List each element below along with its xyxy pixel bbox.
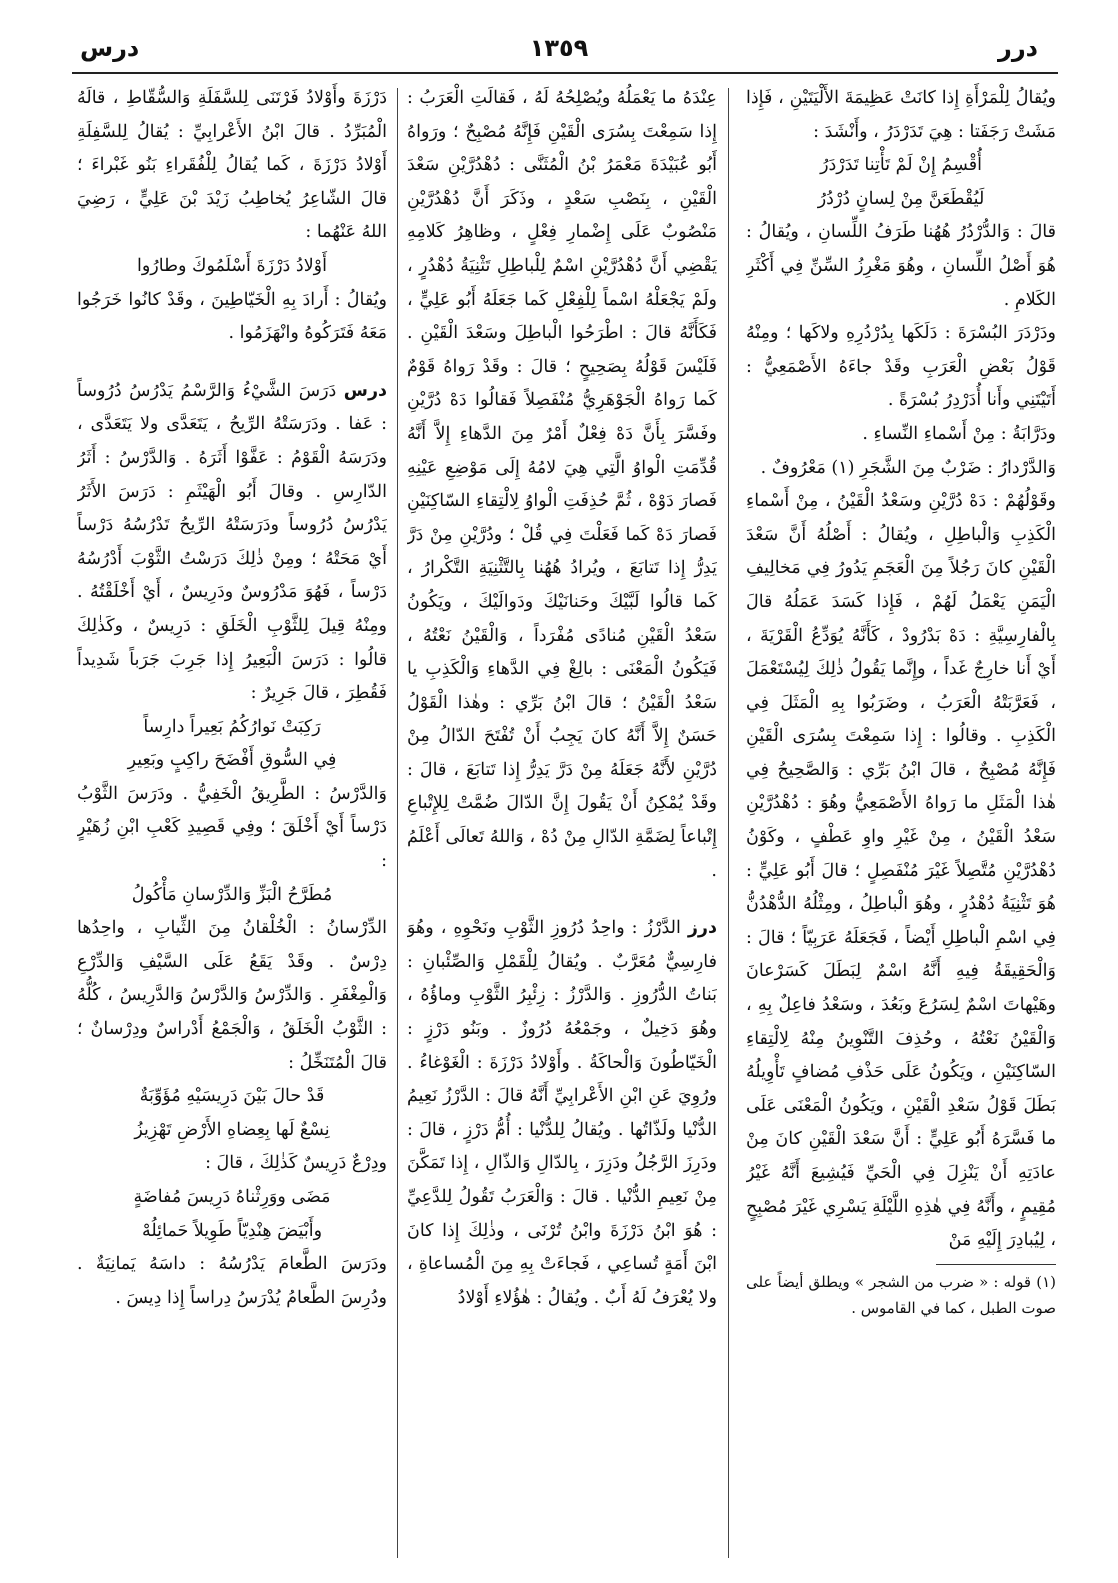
- paragraph: وَالدَّرْسُ : الطَّرِيقُ الْخَفِيُّ . ودَرَسَ الثَّوْبُ دَرْساً أَيْ أَخْلَقَ ؛ وفِي قَصِيدِ كَعْبِ ابْنِ زُهَيْرٍ :: [77, 783, 387, 872]
- verse-line: قَدْ حالَ بَيْنَ دَرِيسَيْهِ مُؤَوِّبَةٌ: [139, 1086, 325, 1107]
- paragraph: ويُقالُ لِلْمَرْأَةِ إِذا كانَتْ عَظِيمَةَ الأَلْيَتَيْنِ ، فَإِذا مَشَتْ رَجَفَتا : هِيَ تَدَرْدَرُ ، وأَنْشَدَ :: [746, 88, 1056, 142]
- paragraph: ودَرَّابَةُ : مِنْ أَسْماءِ النِّساءِ .: [862, 423, 1056, 444]
- paragraph: وقَوْلُهُمْ : دَهْ دُرَّيْنِ وسَعْدُ الْقَيْنُ ، مِنْ أَسْماءِ الْكَذِبِ وَالْباطِلِ ، ويُقالُ : أَصْلُهُ أَنَّ سَعْدَ الْقَيْنِ كانَ رَجُلاً مِنَ الْعَجَمِ يَدُورُ فِي مَخالِيفِ الْيَمَنِ يَعْمَلُ لَهُمْ ، فَإِذا كَسَدَ عَمَلُهُ قالَ بِالْفارِسِيَّةِ : دَهْ بَدْرُودْ ، كَأَنَّهُ يُوَدِّعُ الْقَرْيَةَ ، أَيْ أَنا خارِجٌ غَداً ، وإِنَّما يَقُولُ ذٰلِكَ لِيُسْتَعْمَلَ ، فَعَرَّبَتْهُ الْعَرَبُ ، وضَرَبُوا بِهِ الْمَثَلَ فِي الْكَذِبِ . وقالُوا : إِذا سَمِعْتَ بِسُرَى الْقَيْنِ فَإِنَّهُ مُصْبِحٌ ، قالَ ابْنُ بَرِّي : وَالصَّحِيحُ فِي هٰذا الْمَثَلِ ما رَواهُ الأَصْمَعِيُّ وهُوَ : دُهْدُرَّيْنِ سَعْدُ الْقَيْنُ ، مِنْ غَيْرِ واوِ عَطْفٍ ، وكَوْنُ دُهْدُرَّيْنِ مُتَّصِلاً غَيْرَ مُنْفَصِلٍ ؛ قالَ أَبُو عَلِيٍّ : هُوَ تَثْنِيَةُ دُهْدُرٍ ، وهُوَ الْباطِلُ ، ومِثْلُهُ الدُّهْدُنُّ فِي اسْمِ الْباطِلِ أَيْضاً ، فَجَعَلَهُ عَرَبِيّاً ؛ قالَ : وَالْحَقِيقَةُ فِيهِ أَنَّهُ اسْمٌ لِبَطَلَ كَسَرْعانَ وهَيْهاتَ اسْمٌ لِسَرُعَ وبَعُدَ ، وسَعْدُ فاعِلٌ بِهِ ، وَالْقَيْنُ نَعْتُهُ ، وحُذِفَ التَّنْوِينُ مِنْهُ لِالْتِقاءِ السّاكِنَيْنِ ، ويَكُونُ عَلَى حَذْفِ مُضافٍ تَأْوِيلُهُ بَطَلَ قَوْلُ سَعْدِ الْقَيْنِ ، ويَكُونُ الْمَعْنَى عَلَى ما فَسَّرَهُ أَبُو عَلِيٍّ : أَنَّ سَعْدَ الْقَيْنِ كانَ مِنْ عادَتِهِ أَنْ يَنْزِلَ فِي الْحَيِّ فَيُشِيعَ أَنَّهُ غَيْرُ مُقِيمٍ ، وأَنَّهُ فِي هٰذِهِ اللَّيْلَةِ يَسْرِي غَيْرَ مُصْبِحٍ ، لِيُبادِرَ إِلَيْهِ مَنْ: [746, 491, 1056, 1251]
- paragraph: ودَرَسَ الطَّعامَ يَدْرُسُهُ : داسَهُ يَمانِيَةٌ . ودُرِسَ الطَّعامُ يُدْرَسُ دِراساً إِذا دِيسَ .: [77, 1254, 387, 1308]
- verse-line: مَضَى ووَرِثْناهُ دَرِيسَ مُفاضَةٍ: [133, 1187, 331, 1207]
- footnote: (١) قوله : « ضرب من الشجر » ويطلق أيضاً على صوت الطبل ، كما في القاموس .: [746, 1272, 1056, 1317]
- entry-gap: [77, 351, 387, 375]
- column-right: [746, 82, 1056, 1582]
- verse-line: وأَبْيَضَ هِنْدِيّاً طَوِيلاً حَمائِلُهْ: [141, 1220, 323, 1241]
- header-right-keyword: درر: [998, 34, 1038, 62]
- paragraph: ودِرْعٌ دَرِيسٌ كَذٰلِكَ ، قالَ :: [205, 1153, 387, 1174]
- paragraph: عِنْدَهُ ما يَعْمَلُهُ ويُصْلِحُهُ لَهُ ، فَقالَتِ الْعَرَبُ : إِذا سَمِعْتَ بِسُرَى الْقَيْنِ فَإِنَّهُ مُصْبِحٌ ؛ ورَواهُ أَبُو عُبَيْدَةَ مَعْمَرُ بْنُ الْمُثَنَّى : دُهْدُرَّيْنِ سَعْدَ الْقَيْنِ ، بِنَصْبِ سَعْدٍ ، وذَكَرَ أَنَّ دُهْدُرَّيْنِ مَنْصُوبٌ عَلَى إِضْمارِ فِعْلٍ ، وظاهِرُ كَلامِهِ يَقْضِي أَنَّ دُهْدُرَّيْنِ اسْمٌ لِلْباطِلِ تَثْنِيَةُ دُهْدُرٍ ، ولَمْ يَجْعَلْهُ اسْماً لِلْفِعْلِ كَما جَعَلَهُ أَبُو عَلِيٍّ ، فَكَأَنَّهُ قالَ : اطْرَحُوا الْباطِلَ وسَعْدَ الْقَيْنِ . فَلَيْسَ قَوْلُهُ بِصَحِيحٍ ؛ قالَ : وقَدْ رَواهُ قَوْمٌ كَما رَواهُ الْجَوْهَرِيُّ مُنْفَصِلاً فَقالُوا دَهْ دُرَّيْنِ وفَسَّرَ بِأَنَّ دَهْ فِعْلٌ أَمْرٌ مِنَ الدَّهاءِ إِلاَّ أَنَّهُ قُدِّمَتِ الْواوُ الَّتِي هِيَ لامُهُ إِلَى مَوْضِعِ عَيْنِهِ فَصارَ دَوْهْ ، ثُمَّ حُذِفَتِ الْواوُ لِالْتِقاءِ السّاكِنَيْنِ فَصارَ دَهْ كَما فَعَلْتَ فِي قُلْ ؛ ودُرَّيْنِ مِنْ دَرَّ يَدِرُّ إِذا تَتابَعَ ، ويُرادُ هُهُنا بِالتَّثْنِيَةِ التَّكْرارُ ، كَما قالُوا لَبَّيْكَ وحَنانَيْكَ ودَوالَيْكَ ، ويَكُونُ سَعْدُ الْقَيْنِ مُنادًى مُفْرَداً ، وَالْقَيْنُ نَعْتُهُ ، فَيَكُونُ الْمَعْنَى : بالِغْ فِي الدَّهاءِ وَالْكَذِبِ يا سَعْدُ الْقَيْنُ ؛ قالَ ابْنُ بَرِّي : وهٰذا الْقَوْلُ حَسَنٌ إِلاَّ أَنَّهُ كانَ يَجِبُ أَنْ تُفْتَحَ الدّالُ مِنْ دُرَّيْنِ لأَنَّهُ جَعَلَهُ مِنْ دَرَّ يَدِرُّ إِذا تَتابَعَ ، قالَ : وقَدْ يُمْكِنُ أَنْ يَقُولَ إِنَّ الدّالَ ضُمَّتْ لِلإِتْباعِ إِتْباعاً لِضَمَّةِ الدّالِ مِنْ دُهْ ، وَاللهُ تَعالَى أَعْلَمُ .: [407, 88, 717, 881]
- page-header: [60, 34, 1058, 74]
- entry-paragraph: [77, 375, 387, 711]
- verse-line: رَكِبَتْ نَوارُكُمُ بَعِيراً دارِساً: [143, 716, 321, 737]
- paragraph: قالَ : وَالدُّرْدُرُ هُهُنا طَرَفُ اللِّسانِ ، ويُقالُ : هُوَ أَصْلُ اللِّسانِ ، وهُوَ مَغْرِزُ السِّنِّ فِي أَكْثَرِ الكَلامِ .: [746, 222, 1056, 310]
- verse-line: أَوْلادُ دَرْزَةَ أَسْلَمُوكَ وطارُوا: [136, 255, 327, 276]
- paragraph: الدِّرْسانُ : الْخُلْقانُ مِنَ الثِّيابِ ، واحِدُها دِرْسٌ . وقَدْ يَقَعُ عَلَى السَّيْفِ وَالدِّرْعِ وَالْمِغْفَرِ . وَالدِّرْسُ وَالدَّرْسُ وَالدَّرِيسُ ، كُلُّهُ : الثَّوْبُ الْخَلَقُ ، وَالْجَمْعُ أَدْراسٌ ودِرْسانٌ ؛ قالَ الْمُتَنَخِّلُ :: [77, 918, 387, 1073]
- verse-line: أُقْسِمُ إِنْ لَمْ تَأْتِنا تَدَرْدَرُ: [820, 155, 982, 176]
- paragraph: ويُقالُ : أَرادَ بِهِ الْخَيّاطِينَ ، وقَدْ كانُوا خَرَجُوا مَعَهُ فَتَرَكُوهُ وانْهَزَمُوا .: [77, 289, 387, 344]
- paragraph: وَالدَّرْدارُ : ضَرْبٌ مِنَ الشَّجَرِ (١) مَعْرُوفٌ .: [760, 457, 1056, 478]
- entry-text: دَرَسَ الشَّيْءُ وَالرَّسْمُ يَدْرُسُ دُرُوساً : عَفا . ودَرَسَتْهُ الرِّيحُ ، يَتَعَدَّى ولا يَتَعَدَّى ، ودَرَسَهُ الْقَوْمُ : عَفَّوْا أَثَرَهُ . وَالدَّرْسُ : أَثَرُ الدّارِسِ . وقالَ أَبُو الْهَيْثَمِ : دَرَسَ الأَثَرُ يَدْرُسُ دُرُوساً ودَرَسَتْهُ الرِّيحُ تَدْرُسُهُ دَرْساً أَيْ مَحَتْهُ ؛ ومِنْ ذٰلِكَ دَرَسْتُ الثَّوْبَ أَدْرُسُهُ دَرْساً ، فَهُوَ مَدْرُوسٌ ودَرِيسٌ ، أَيْ أَخْلَقْتُهُ . ومِنْهُ قِيلَ لِلثَّوْبِ الْخَلَقِ : دَرِيسٌ ، وكَذٰلِكَ قالُوا : دَرَسَ الْبَعِيرُ إِذا جَرِبَ جَرَباً شَدِيداً فَقُطِرَ ، قالَ جَرِيرٌ :: [77, 380, 387, 704]
- entry-headword: درس: [343, 380, 387, 401]
- verse-line: مُطَرَّحُ الْبَزِّ وَالدِّرْسانِ مَأْكُولُ: [131, 884, 333, 905]
- page-number: ١٣٥٩: [529, 34, 589, 62]
- header-rule: [72, 72, 1058, 74]
- paragraph: دَرْزَةَ وأَوْلادُ فَرْتَنَى لِلسَّفَلَةِ وَالسُّقّاطِ ، قالَهُ الْمُبَرِّدُ . قالَ ابْنُ الأَعْرابِيِّ : يُقالُ لِلسَّفِلَةِ أَوْلادُ دَرْزَةَ ، كَما يُقالُ لِلْفُقَراءِ بَنُو غَبْراءَ ؛ قالَ الشّاعِرُ يُخاطِبُ زَيْدَ بْنَ عَلِيٍّ ، رَضِيَ اللهُ عَنْهُما :: [77, 88, 387, 243]
- header-left-keyword: درس: [80, 34, 140, 62]
- column-middle: [407, 82, 717, 1582]
- entry-headword: درز: [687, 918, 717, 939]
- footnote-rule: [936, 1264, 1056, 1265]
- paragraph: ودَرْدَرَ البُسْرَةَ : دَلَكَها بِدُرْدُرِهِ ولاكَها ؛ ومِنْهُ قَوْلُ بَعْضِ الْعَرَبِ وقَدْ جاءَهُ الأَصْمَعِيُّ : أَتَيْتَنِي وأَنا أُدَرْدِرُ بُسْرَةً .: [746, 323, 1056, 411]
- verse-line: نِسْعٌ لَها بِعِضاهِ الأَرْضِ تَهْزِيزُ: [134, 1119, 330, 1140]
- verse-line: فِي السُّوقِ أَفْضَحَ راكِبٍ وبَعِيرِ: [127, 750, 337, 771]
- verse-line: لَيُقْطَعَنَّ مِنْ لِسانٍ دُرْدُرُ: [817, 188, 985, 209]
- entry-paragraph: [407, 912, 717, 1315]
- columns-container: [72, 82, 1056, 1563]
- entry-gap: [407, 888, 717, 912]
- column-left: [77, 82, 387, 1582]
- entry-text: الدَّرْزُ : واحِدُ دُرُوزِ الثَّوْبِ ونَحْوِهِ ، وهُوَ فارِسِيٌّ مُعَرَّبٌ . ويُقالُ لِلْقَمْلِ وَالصِّئْبانِ : بَناتُ الدُّرُوزِ . وَالدَّرْزُ : زِئْبِرُ الثَّوْبِ وماؤُهُ ، وهُوَ دَخِيلٌ ، وجَمْعُهُ دُرُوزٌ . وبَنُو دَرْزٍ : الْخَيّاطُونَ وَالْحاكَةُ . وأَوْلادُ دَرْزَةَ : الْغَوْغاءُ . ورُوِيَ عَنِ ابْنِ الأَعْرابِيِّ أَنَّهُ قالَ : الدَّرْزُ نَعِيمُ الدُّنْيا ولَذّاتُها . ويُقالُ لِلدُّنْيا : أُمُّ دَرْزٍ ، قالَ : ودَرِزَ الرَّجُلُ ودَزِرَ ، بِالدّالِ وَالذّالِ ، إِذا تَمَكَّنَ مِنْ نَعِيمِ الدُّنْيا . قالَ : وَالْعَرَبُ تَقُولُ لِلدَّعِيِّ : هُوَ ابْنُ دَرْزَةَ وابْنُ تُرْنَى ، وذٰلِكَ إِذا كانَ ابْنَ أَمَةٍ تُساعِي ، فَجاءَتْ بِهِ مِنَ الْمُساعاةِ ، ولا يُعْرَفُ لَهُ أَبٌ . ويُقالُ : هٰؤُلاءِ أَوْلادُ: [407, 918, 717, 1308]
